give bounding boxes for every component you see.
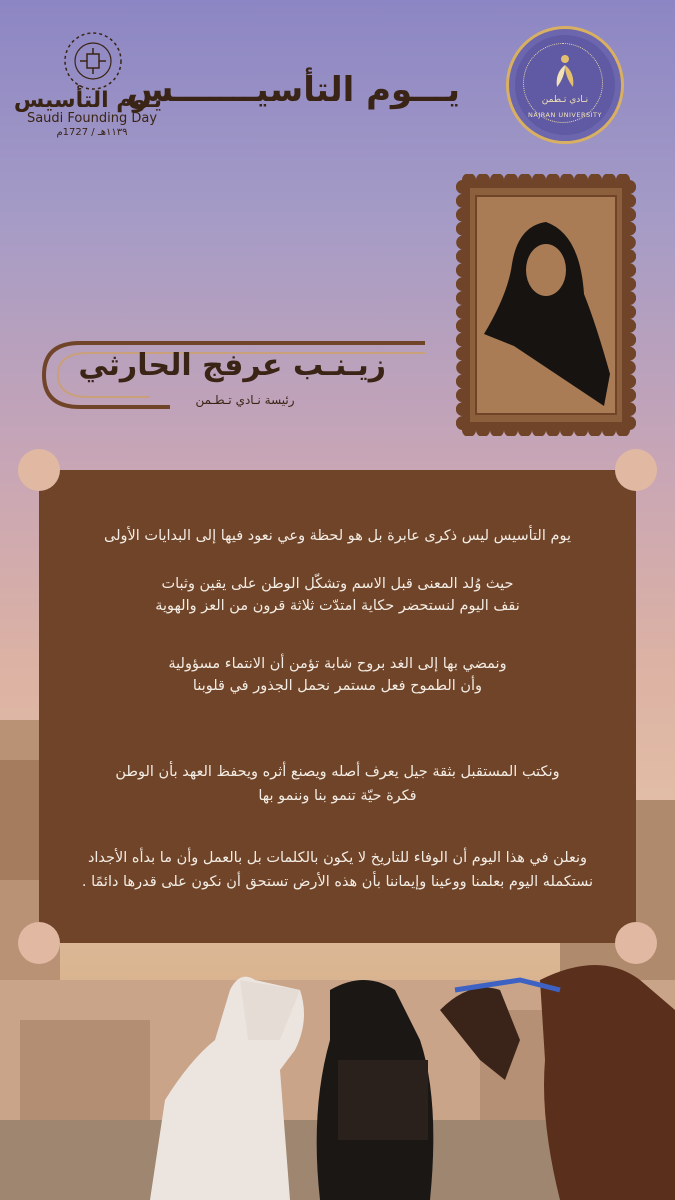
paragraph-4-line-1: ونكتب المستقبل بثقة جيل يعرف أصله ويصنع أثره ويحفظ العهد بأن الوطن — [115, 764, 560, 780]
message-card — [39, 470, 636, 943]
card-notch — [615, 449, 657, 491]
founding-day-wordmark: يـوم التأسيس — [13, 88, 162, 113]
person-name: زيـنـب عرفج الحارثي — [78, 348, 386, 383]
paragraph-5-line-2: نستكمله اليوم بعلمنا ووعينا وإيماننا بأن هذه الأرض تستحق أن نكون على قدرها دائمًا . — [81, 874, 594, 890]
university-name: NAJRAN UNIVERSITY — [528, 111, 602, 119]
paragraph-3-line-2: وأن الطموح فعل مستمر نحمل الجذور في قلوبنا — [192, 678, 483, 694]
founding-day-english: Saudi Founding Day — [26, 111, 158, 126]
page-title: يـــوم التأسيـــــــس — [126, 70, 460, 110]
card-notch — [18, 449, 60, 491]
najran-university-logo — [506, 26, 624, 144]
leaf-person-icon — [545, 51, 585, 93]
paragraph-2-line-1: حيث وُلد المعنى قبل الاسم وتشكّل الوطن على يقين وثبات — [161, 576, 514, 592]
person-role: رئيسة نـادي تـطـمن — [195, 393, 295, 407]
card-notch — [18, 922, 60, 964]
paragraph-1-line-1: يوم التأسيس ليس ذكرى عابرة بل هو لحظة وعي نعود فيها إلى البدايات الأولى — [104, 528, 571, 544]
founding-day-emblem — [62, 30, 124, 92]
portrait-stamp — [456, 174, 636, 436]
paragraph-3-line-1: ونمضي بها إلى الغد بروح شابة تؤمن أن الانتماء مسؤولية — [168, 656, 507, 672]
paragraph-5-line-1: ونعلن في هذا اليوم أن الوفاء للتاريخ لا يكون بالكلمات بل بالعمل وأن ما بدأه الأجداد — [87, 850, 588, 866]
card-notch — [615, 922, 657, 964]
paragraph-2-line-2: نقف اليوم لنستحضر حكاية امتدّت ثلاثة قرون من العز والهوية — [155, 598, 520, 614]
club-name: نـادي تـطمن — [541, 95, 589, 105]
paragraph-4-line-2: فكرة حيّة تنمو بنا وننمو بها — [258, 788, 417, 804]
founding-day-years: ١١٣٩هـ / 1727م — [56, 127, 128, 138]
